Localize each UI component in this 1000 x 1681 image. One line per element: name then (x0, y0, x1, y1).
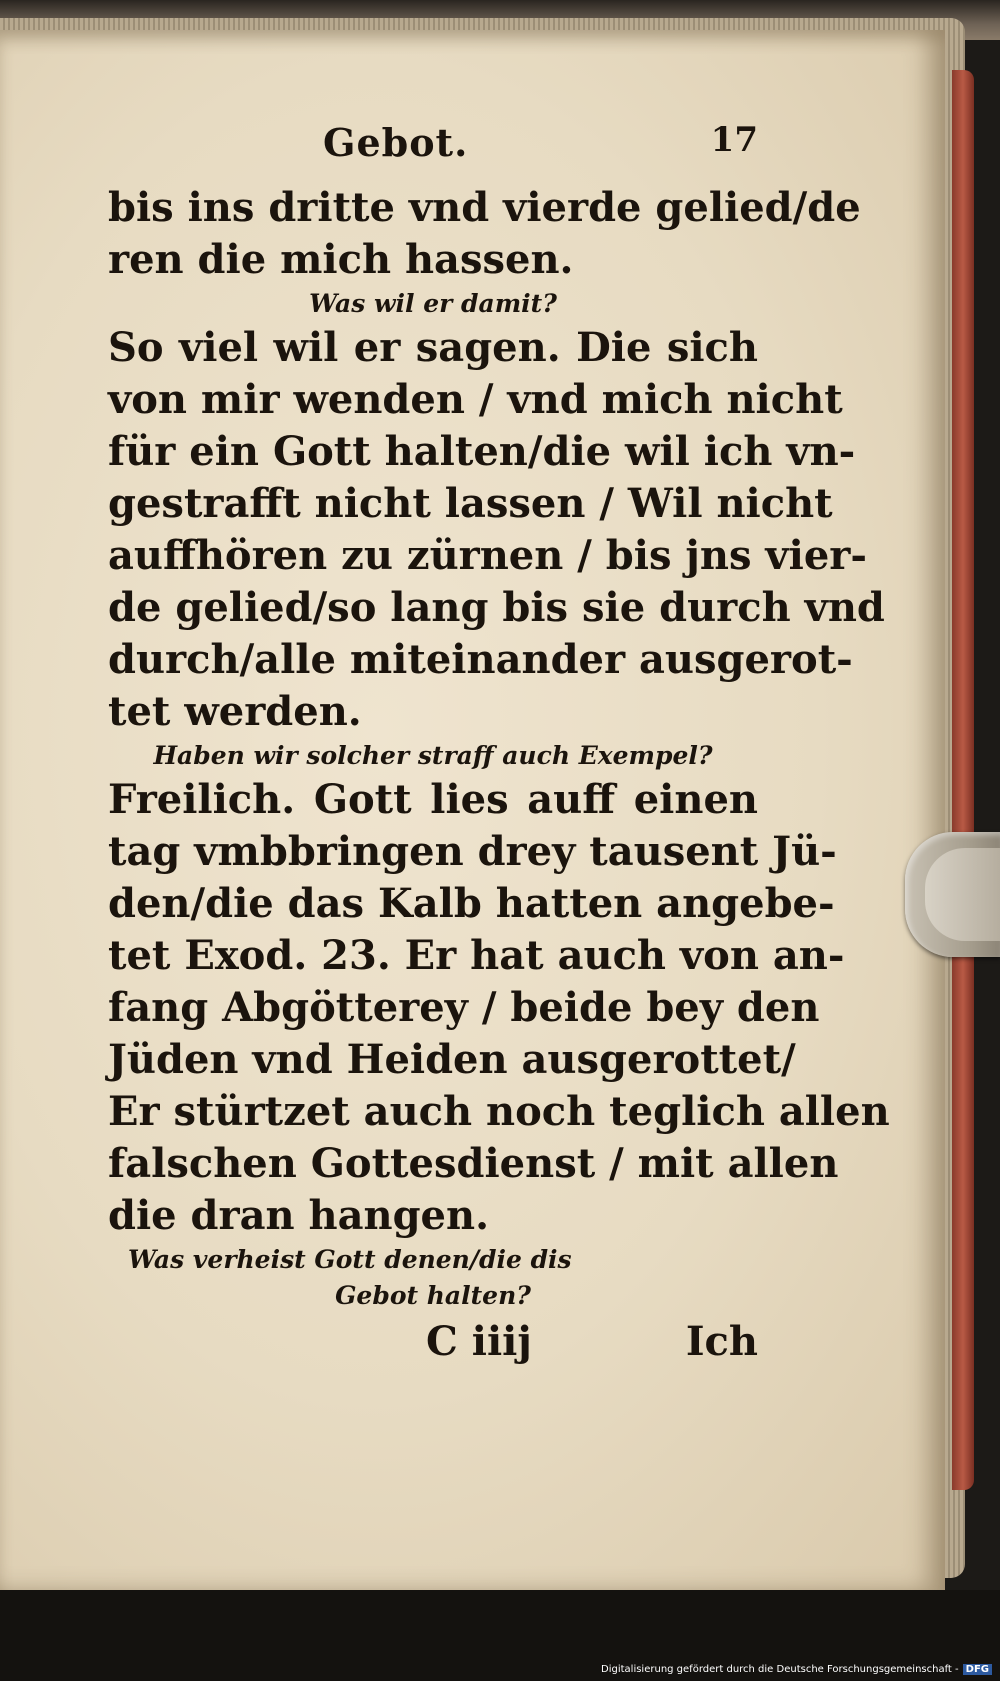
question-heading: Haben wir solcher straff auch Exempel? (153, 741, 713, 770)
digitization-credit (601, 1664, 992, 1675)
text-line: So viel wil er sagen. Die sich (108, 324, 758, 371)
signature-mark: C iiij (426, 1318, 532, 1365)
text-line: Er stürtzet auch noch teglich allen (108, 1088, 890, 1135)
dfg-logo: DFG (963, 1664, 992, 1675)
running-title: Gebot. (323, 120, 469, 165)
text-line: de gelied/so lang bis sie durch vnd (108, 584, 885, 631)
text-line: falschen Gottesdienst / mit allen (108, 1140, 839, 1187)
text-line: tag vmbbringen drey tausent Jü- (108, 828, 837, 875)
credit-text: Digitalisierung gefördert durch die Deutsche Forschungsgemeinschaft - (601, 1664, 959, 1675)
question-heading: Gebot halten? (335, 1281, 531, 1310)
text-line: Jüden vnd Heiden ausgerottet/ (108, 1036, 796, 1083)
text-line: gestrafft nicht lassen / Wil nicht (108, 480, 833, 527)
text-line: von mir wenden / vnd mich nicht (108, 376, 843, 423)
body-text (108, 182, 890, 1314)
text-line: Freilich. Gott lies auff einen (108, 776, 758, 823)
text-line: auffhören zu zürnen / bis jns vier- (108, 532, 867, 579)
question-heading: Was verheist Gott denen/die dis (128, 1245, 572, 1274)
text-line: für ein Gott halten/die wil ich vn- (108, 428, 856, 475)
text-line: bis ins dritte vnd vierde gelied/de (108, 184, 861, 231)
red-page-edge (952, 70, 974, 1490)
catchword: Ich (685, 1318, 758, 1365)
running-header (108, 120, 758, 182)
page-footer (108, 1318, 758, 1374)
text-line: die dran hangen. (108, 1192, 490, 1239)
text-line: durch/alle miteinander ausgerot- (108, 636, 853, 683)
book-clasp-inner (925, 848, 1000, 941)
text-line: fang Abgötterey / beide bey den (108, 984, 820, 1031)
question-heading: Was wil er damit? (309, 289, 557, 318)
page-text-block (108, 120, 890, 1374)
text-line: ren die mich hassen. (108, 236, 574, 283)
text-line: den/die das Kalb hatten angebe- (108, 880, 835, 927)
text-line: tet werden. (108, 688, 362, 735)
text-line: tet Exod. 23. Er hat auch von an- (108, 932, 845, 979)
page-number: 17 (710, 120, 758, 160)
